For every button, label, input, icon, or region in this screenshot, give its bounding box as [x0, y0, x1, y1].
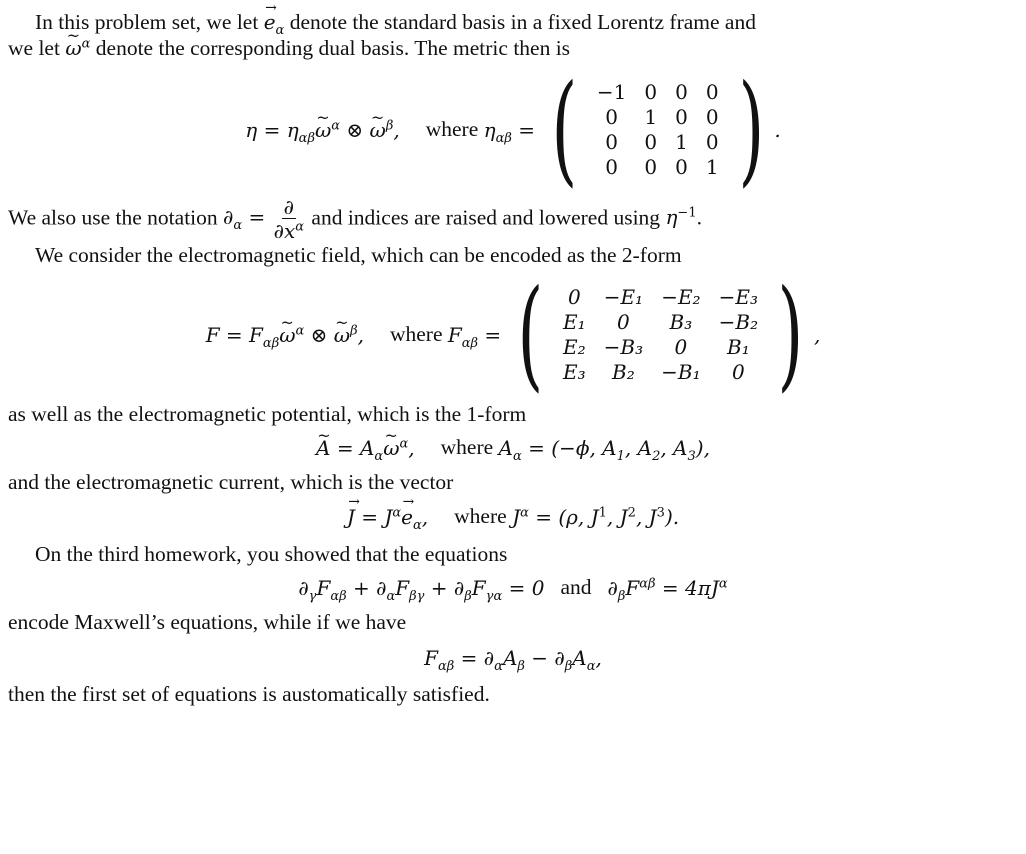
field-matrix: ( 0 −E₁ −E₂ −E₃ E₁ 0 B₃ −B₂ E₂ −B₃ 0 B₁ E₃ B₂ −B₁ 0 ) — [517, 265, 804, 405]
metric-equation: $\eta = \eta_{\alpha\beta}\sim$ $\omega^\alpha$ ⊗ ~ $\omega^\beta$, where $\eta_{\alpha\beta}$ = ( −1 0 0 0 0 1 0 0 0 0 1 0 0 0 0 1 ) . — [8, 66, 1018, 194]
potential-where: where — [440, 435, 494, 460]
field-where: where — [389, 322, 443, 347]
field-equation: $F = F_{\alpha\beta}\sim$ $\omega^\alpha$ ⊗ ~ $\omega^\beta$, where $F_{\alpha\beta}$ = ( 0 −E₁ −E₂ −E₃ E₁ 0 B₃ −B₂ E₂ −B₃ 0 B₁ E₃ B₂ −B₁ 0 ) , — [8, 274, 1018, 396]
intro-line-2: we let ~ $\omega^\alpha$ denote the corresponding dual basis. The metric then is — [8, 36, 1018, 62]
current-intro: and the electromagnetic current, which is the vector — [8, 470, 454, 495]
potential-equation: ~ $A = A_\alpha\sim$ $\omega^\alpha$, where $A_\alpha = (-\phi$, $A_1$, $A_2$, $A_3$), — [8, 428, 1018, 468]
intro-text-2: denote the standard basis in a fixed Lorentz frame and — [289, 10, 756, 34]
current-equation: → $J = J^\alpha\to e_\alpha$, where $J^\alpha = (\rho$, $J^1$, $J^2$, $J^3$). — [8, 496, 1018, 538]
notation-line: We also use the notation $\partial_\alpha$ = $\frac{\partial}{\partial x^\alpha}$ and indices are raised and lowered using $\eta^{-1}$. — [8, 194, 702, 243]
intro-text-3: we let — [8, 35, 60, 60]
metric-where: where — [425, 116, 479, 141]
notation-text-1: We also use the notation — [8, 205, 218, 230]
field-intro: We consider the electromagnetic field, which can be encoded as the 2-form — [35, 242, 682, 267]
metric-matrix: ( −1 0 0 0 0 1 0 0 0 0 1 0 0 0 0 1 ) — [551, 59, 764, 199]
final-text: then the first set of equations is austomatically satisfied. — [8, 681, 490, 706]
maxwell-equation: $\partial_\gamma F_{\alpha\beta} + \partial_\alpha F_{\beta\gamma} + \partial_\beta F_{\gamma\alpha} = 0$ and $\partial_\beta F^{\alpha\beta} = 4\pi J^\alpha$ — [298, 574, 728, 604]
potential-field-equation: $F_{\alpha\beta} = \partial_\alpha A_\beta - \partial_\beta A_\alpha$, — [424, 645, 602, 674]
intro-text-1: In this problem set, we let — [35, 10, 259, 34]
current-where: where — [454, 504, 507, 529]
intro-paragraph: In this problem set, we let → $e_\alpha$ denote the standard basis in a fixed Lorentz frame and — [8, 10, 1018, 36]
maxwell-text: encode Maxwell’s equations, while if we have — [8, 609, 407, 634]
intro-text-4: denote the corresponding dual basis. The metric then is — [95, 35, 571, 60]
maxwell-and: and — [560, 574, 592, 599]
potential-intro: as well as the electromagnetic potential, which is the 1-form — [8, 402, 527, 427]
homework-text: On the third homework, you showed that the equations — [35, 541, 508, 566]
paper-page — [8, 8, 1018, 707]
notation-text-2: and indices are raised and lowered using — [311, 205, 661, 230]
